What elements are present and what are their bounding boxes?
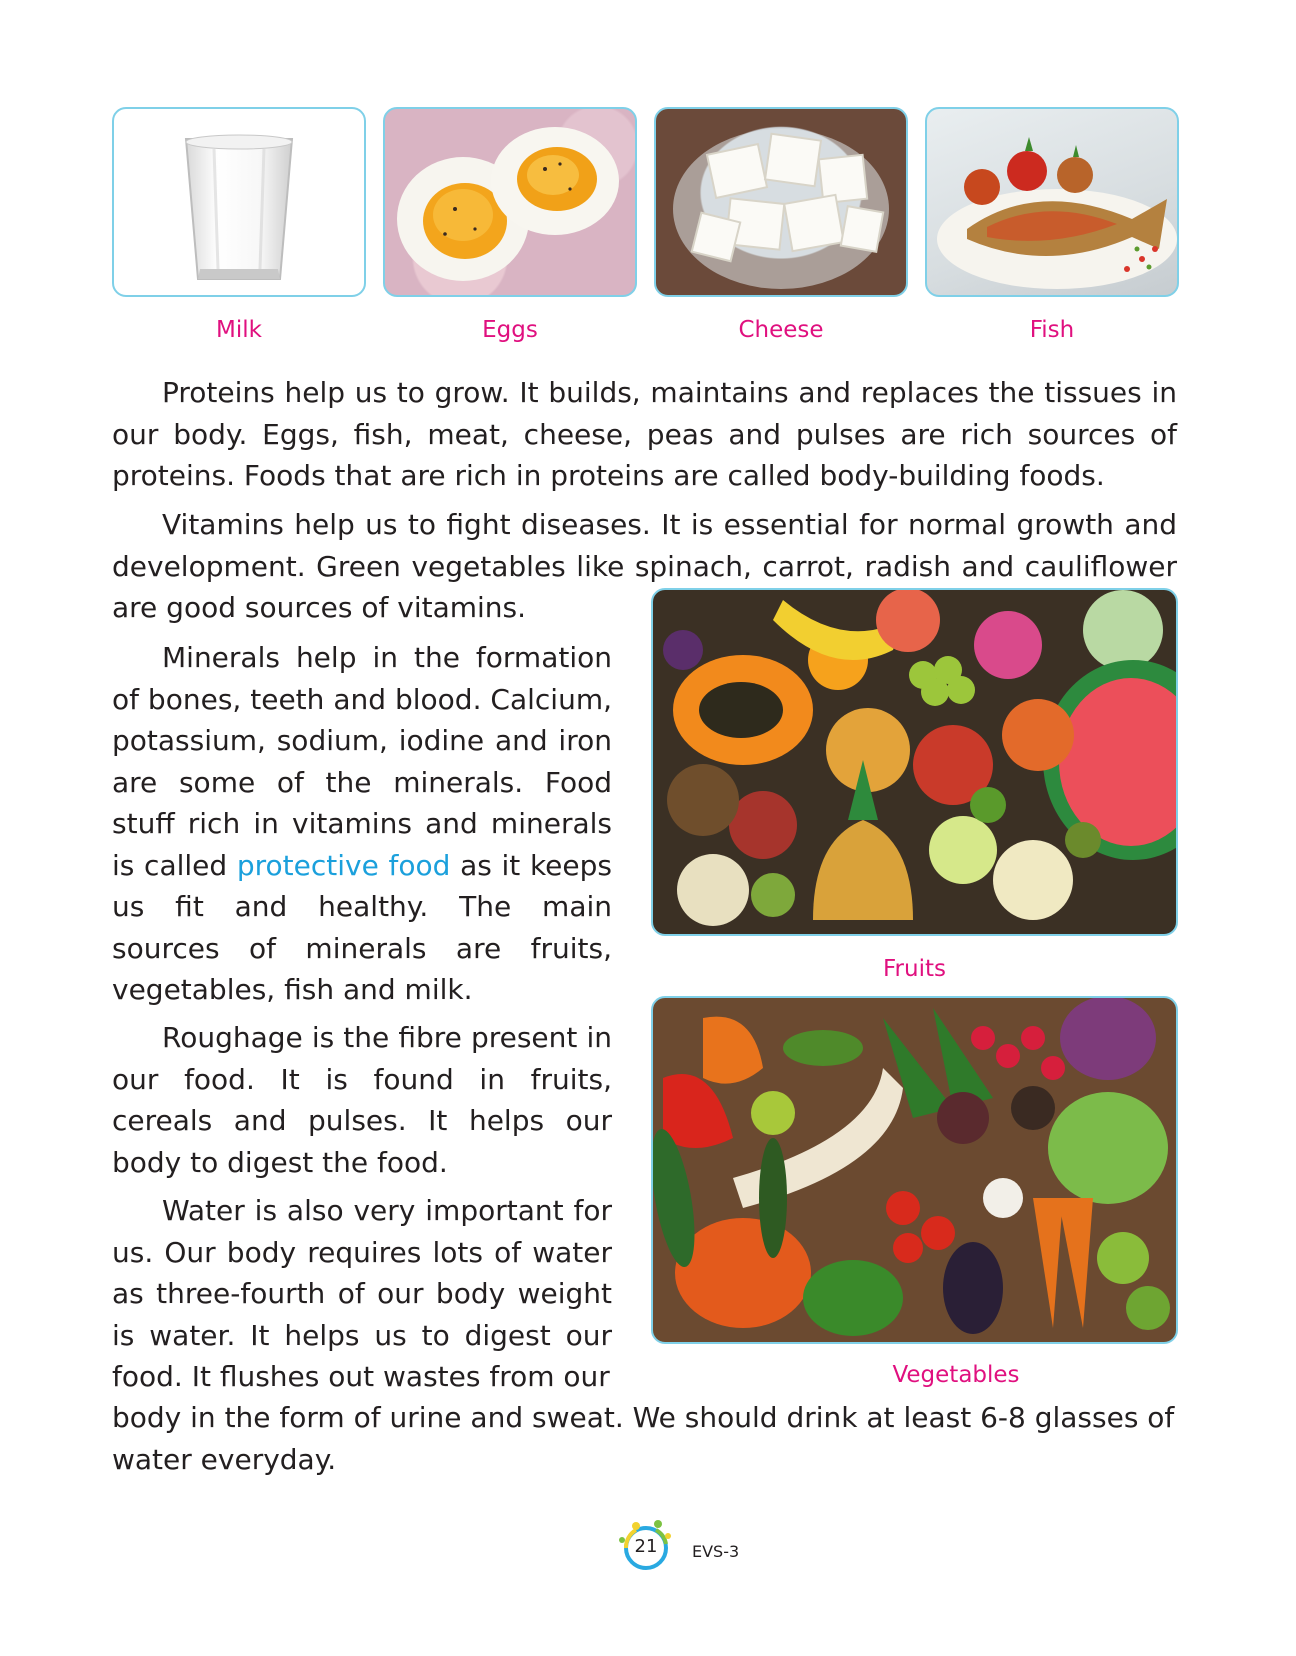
caption-milk: Milk bbox=[216, 317, 262, 343]
caption-vegetables: Vegetables bbox=[892, 1362, 1020, 1388]
fruits-photo bbox=[651, 588, 1178, 936]
proteins-paragraph: Proteins help us to grow. It builds, maintains and replaces the tissues in our body. Eggs, fish, meat, cheese, peas and pulses are rich sources of proteins. Foods that are rich in proteins are called body-building foods. bbox=[112, 376, 1177, 492]
caption-eggs: Eggs bbox=[482, 317, 538, 343]
cheese-photo bbox=[654, 107, 908, 297]
vegetables-photo bbox=[651, 996, 1178, 1344]
eggs-photo bbox=[383, 107, 637, 297]
milk-glass-illustration bbox=[114, 109, 364, 295]
book-code: EVS-3 bbox=[692, 1542, 740, 1561]
page-footer bbox=[612, 1516, 752, 1576]
paneer-bowl-illustration bbox=[656, 109, 906, 295]
fish-dish-illustration bbox=[927, 109, 1177, 295]
water-paragraph-part1: Water is also very important for us. Our body requires lots of water as three-fourth of our body weight is water. It helps us to digest our food. It flushes out wastes from our bbox=[112, 1194, 612, 1393]
water-paragraph-part2: body in the form of urine and sweat. We should drink at least 6-8 glasses of water everyday. bbox=[112, 1401, 1175, 1476]
caption-fruits: Fruits bbox=[883, 956, 946, 982]
fish-photo bbox=[925, 107, 1179, 297]
minerals-paragraph: Minerals help in the formation of bones, teeth and blood. Calcium, potassium, sodium, iodine and iron are some of the minerals. Food stuff rich in vitamins and minerals is called protective food as it keeps us fit and healthy. The main sources of minerals are fruits, vegetables, fish and milk. bbox=[112, 641, 612, 1006]
fruits-illustration bbox=[653, 590, 1176, 934]
vitamins-paragraph: Vitamins help us to fight diseases. It is essential for normal growth and development. Green vegetables like spinach, carrot, radish and cauliflower are good sources of vitamins. bbox=[112, 508, 1177, 624]
caption-cheese: Cheese bbox=[738, 317, 824, 343]
caption-fish: Fish bbox=[1029, 317, 1075, 343]
milk-photo bbox=[112, 107, 366, 297]
page-number: 21 bbox=[634, 1536, 658, 1557]
vegetables-illustration bbox=[653, 998, 1176, 1342]
boiled-eggs-illustration bbox=[385, 109, 635, 295]
protective-food-term: protective food bbox=[236, 848, 451, 882]
roughage-paragraph: Roughage is the fibre present in our food. It is found in fruits, cereals and pulses. It helps our body to digest the food. bbox=[112, 1021, 612, 1179]
